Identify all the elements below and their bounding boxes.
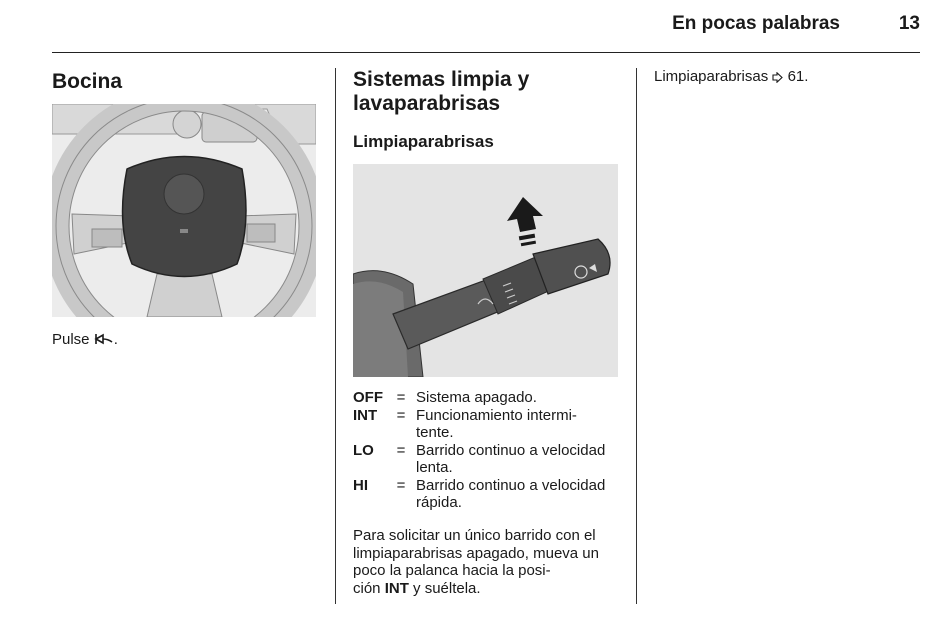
legend-description: Sistema apagado. [416,389,537,406]
pulse-end: . [113,331,118,348]
horn-instruction [52,331,118,350]
column-divider-2 [636,68,637,604]
wiper-lever-illustration [353,164,618,377]
heading-line-2: lavaparabrisas [353,92,501,115]
page-reference-arrow-icon [772,70,783,87]
column-horn [52,68,318,348]
heading-horn: Bocina [52,70,123,93]
reference-text: Limpiaparabrisas [654,68,769,85]
legend-row-hi [353,477,621,512]
legend-row-off [353,389,621,407]
reference-page: 61. [783,68,809,85]
heading-line-1: Sistemas limpia y [353,68,530,91]
legend-code: HI [353,476,368,494]
steering-wheel-horn-illustration [52,104,316,317]
page-number: 13 [898,13,920,34]
heading-wiper-systems [353,68,621,116]
subheading-wipers: Limpiaparabrisas [353,132,494,151]
pulse-text: Pulse [52,331,90,348]
legend-description: Funcionamiento intermi- tente. [416,406,577,441]
legend-code: LO [353,441,374,459]
legend-equals: = [396,476,406,494]
legend-row-lo [353,442,621,477]
legend-code: OFF [353,389,383,406]
single-wipe-paragraph: Para solicitar un único barrido con el limpiaparabrisas apagado, mueva un poco la palanca hacia la posi- ción INT y suéltela. [353,527,599,597]
legend-description: Barrido continuo a velocidad rápida. [416,476,606,511]
horn-icon [94,332,114,350]
legend-description: Barrido continuo a velocidad lenta. [416,441,606,476]
legend-equals: = [396,406,406,424]
legend-row-int [353,407,621,442]
column-reference [654,68,920,87]
column-wipers [353,68,621,597]
section-title: En pocas palabras [672,13,840,34]
column-divider-1 [335,68,336,604]
legend-equals: = [396,389,406,406]
cross-reference[interactable] [654,68,808,85]
page-header [52,0,920,53]
position-code-int: INT [384,579,409,597]
legend-code: INT [353,406,378,424]
legend-equals: = [396,441,406,459]
wiper-positions-legend [353,389,621,512]
